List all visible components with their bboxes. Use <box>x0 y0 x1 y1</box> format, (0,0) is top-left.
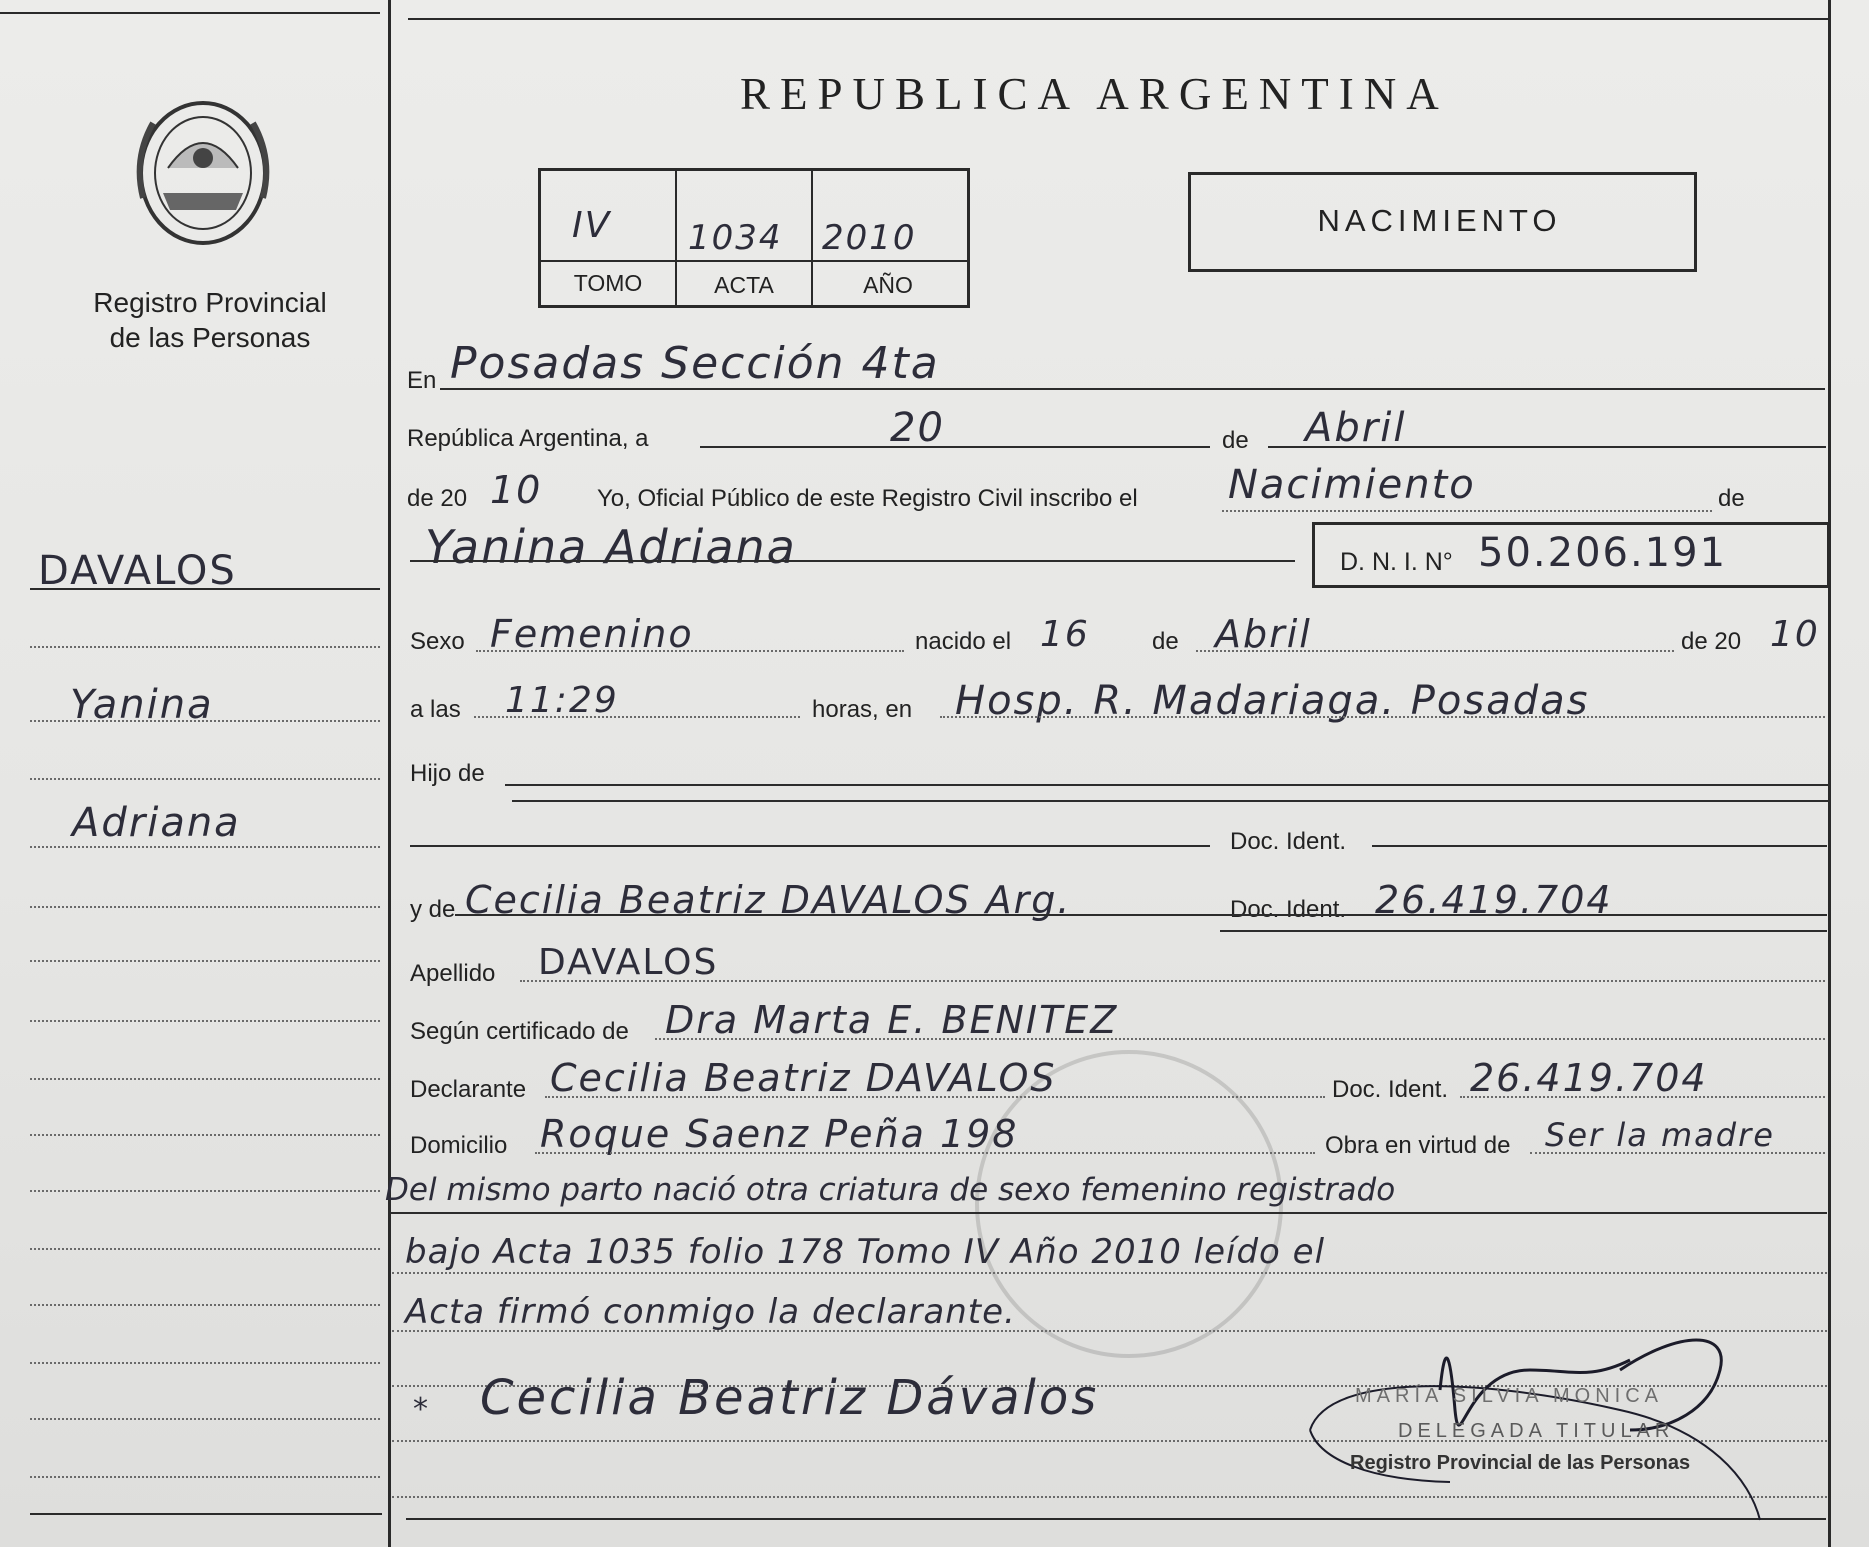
month-line <box>1268 446 1826 448</box>
margin-dots-8 <box>30 1078 380 1080</box>
de20-label: de 20 <box>1681 628 1742 655</box>
place-value: Hosp. R. Madariaga. Posadas <box>955 678 1590 724</box>
act-value: Nacimiento <box>1228 462 1476 508</box>
birth-day-value: 16 <box>1040 614 1090 655</box>
margin-dots-13 <box>30 1362 380 1364</box>
margin-divider-line <box>388 0 391 1547</box>
tomo-value: IV <box>572 205 612 246</box>
official-name: MARÍA SILVIA MONICA <box>1355 1385 1664 1407</box>
note-line-2: bajo Acta 1035 folio 178 Tomo IV Año 2010 leído el <box>405 1232 1326 1272</box>
apellido-line <box>520 980 1825 982</box>
segun-line <box>655 1038 1825 1040</box>
father-doc-line-right <box>1372 845 1827 847</box>
de-label-1: de <box>1222 427 1249 454</box>
day-line <box>700 446 1210 448</box>
sexo-line <box>476 650 904 652</box>
note-line-3: Acta firmó conmigo la declarante. <box>405 1292 1016 1332</box>
declarante-value: Cecilia Beatriz DAVALOS <box>550 1056 1057 1100</box>
en-value: Posadas Sección 4ta <box>450 338 940 389</box>
acta-value: 1034 <box>688 218 783 258</box>
mother-doc-value: 26.419.704 <box>1375 878 1613 922</box>
official-title: DELEGADA TITULAR <box>1398 1420 1675 1442</box>
margin-dots-9 <box>30 1134 380 1136</box>
margin-dots-14 <box>30 1418 380 1420</box>
act-line <box>1222 510 1712 512</box>
full-name-line <box>410 560 1295 562</box>
ano-label: AÑO <box>863 272 913 298</box>
full-name-value: Yanina Adriana <box>425 520 797 574</box>
declarante-line <box>545 1096 1325 1098</box>
margin-dots-2 <box>30 720 380 722</box>
time-value: 11:29 <box>505 680 619 721</box>
declarante-signature: Cecilia Beatriz Dávalos <box>480 1370 1100 1426</box>
doc-label-2: Doc. Ident. <box>1230 896 1347 923</box>
dni-value: 50.206.191 <box>1478 530 1728 576</box>
domicilio-value: Roque Saenz Peña 198 <box>540 1112 1019 1156</box>
time-line <box>474 716 800 718</box>
doc-label-3: Doc. Ident. <box>1332 1076 1449 1103</box>
domicilio-line <box>535 1152 1315 1154</box>
record-box-label-line <box>538 260 967 262</box>
bottom-border-left <box>30 1513 382 1515</box>
note-rule-1 <box>390 1212 1827 1214</box>
declarante-doc-value: 26.419.704 <box>1470 1056 1708 1100</box>
margin-dots-3 <box>30 778 380 780</box>
margin-dots-15 <box>30 1476 380 1478</box>
ano-value: 2010 <box>822 218 917 258</box>
margin-dots-5 <box>30 906 380 908</box>
obra-label: Obra en virtud de <box>1325 1132 1511 1159</box>
acta-label: ACTA <box>714 272 774 298</box>
birth-year-value: 10 <box>1770 614 1820 655</box>
margin-dots-1 <box>30 646 380 648</box>
de-label-2: de <box>1718 485 1745 512</box>
dni-label: D. N. I. N° <box>1340 548 1453 576</box>
doctor-value: Dra Marta E. BENITEZ <box>665 998 1119 1042</box>
sexo-label: Sexo <box>410 628 465 655</box>
declarante-doc-line <box>1460 1096 1825 1098</box>
signer-mark: * <box>413 1392 430 1427</box>
official-office: Registro Provincial de las Personas <box>1350 1452 1691 1474</box>
yo-label: Yo, Oficial Público de este Registro Civil inscribo el <box>597 485 1138 512</box>
margin-dots-12 <box>30 1304 380 1306</box>
office-name-line1: Registro Provincial <box>93 287 327 318</box>
declarante-label: Declarante <box>410 1076 527 1103</box>
note-line-1: Del mismo parto nació otra criatura de sexo femenino registrado <box>385 1172 1396 1208</box>
hijo-label: Hijo de <box>410 760 485 787</box>
obra-line <box>1530 1152 1825 1154</box>
doc-label-1: Doc. Ident. <box>1230 828 1347 855</box>
margin-dots-10 <box>30 1190 380 1192</box>
nacido-label: nacido el <box>915 628 1012 655</box>
act-type-label: NACIMIENTO <box>1317 203 1562 238</box>
yde-label: y de <box>410 896 456 923</box>
margin-dots-11 <box>30 1248 380 1250</box>
month-value: Abril <box>1305 405 1407 451</box>
page-title: REPUBLICA ARGENTINA <box>740 69 1449 119</box>
segun-label: Según certificado de <box>410 1018 629 1045</box>
republica-label: República Argentina, a <box>407 425 649 452</box>
en-line <box>440 388 1825 390</box>
day-value: 20 <box>890 405 945 451</box>
mother-line-2 <box>1220 930 1827 932</box>
birth-month-value: Abril <box>1215 612 1312 656</box>
top-border-left <box>0 12 380 14</box>
hijo-line-2 <box>512 800 1830 802</box>
de-label-3: de <box>1152 628 1179 655</box>
domicilio-label: Domicilio <box>410 1132 508 1159</box>
hijo-line-1 <box>505 784 1830 786</box>
tomo-label: TOMO <box>573 270 643 296</box>
margin-dots-7 <box>30 1020 380 1022</box>
provincial-seal-icon <box>128 98 278 248</box>
right-border-line <box>1828 0 1831 1547</box>
margin-name1: Yanina <box>70 682 214 728</box>
margin-name2: Adriana <box>72 800 241 846</box>
note-rule-2 <box>392 1272 1827 1274</box>
top-border-right <box>408 18 1828 20</box>
year-prefix-label: de 20 <box>407 485 468 512</box>
horas-label: horas, en <box>812 696 913 723</box>
margin-surname: DAVALOS <box>38 548 237 594</box>
year-suffix-value: 10 <box>490 468 543 512</box>
mother-value: Cecilia Beatriz DAVALOS Arg. <box>465 878 1072 922</box>
apellido-label: Apellido <box>410 960 496 987</box>
margin-dots-6 <box>30 960 380 962</box>
birth-month-line <box>1196 650 1674 652</box>
en-label: En <box>407 367 437 394</box>
father-doc-line-left <box>410 845 1210 847</box>
obra-value: Ser la madre <box>1545 1116 1775 1154</box>
apellido-value: DAVALOS <box>538 942 719 983</box>
mother-line <box>455 914 1827 916</box>
margin-dots-4 <box>30 846 380 848</box>
office-name-line2: de las Personas <box>109 322 311 353</box>
place-line <box>940 716 1825 718</box>
alas-label: a las <box>410 696 461 723</box>
sexo-value: Femenino <box>490 612 694 656</box>
